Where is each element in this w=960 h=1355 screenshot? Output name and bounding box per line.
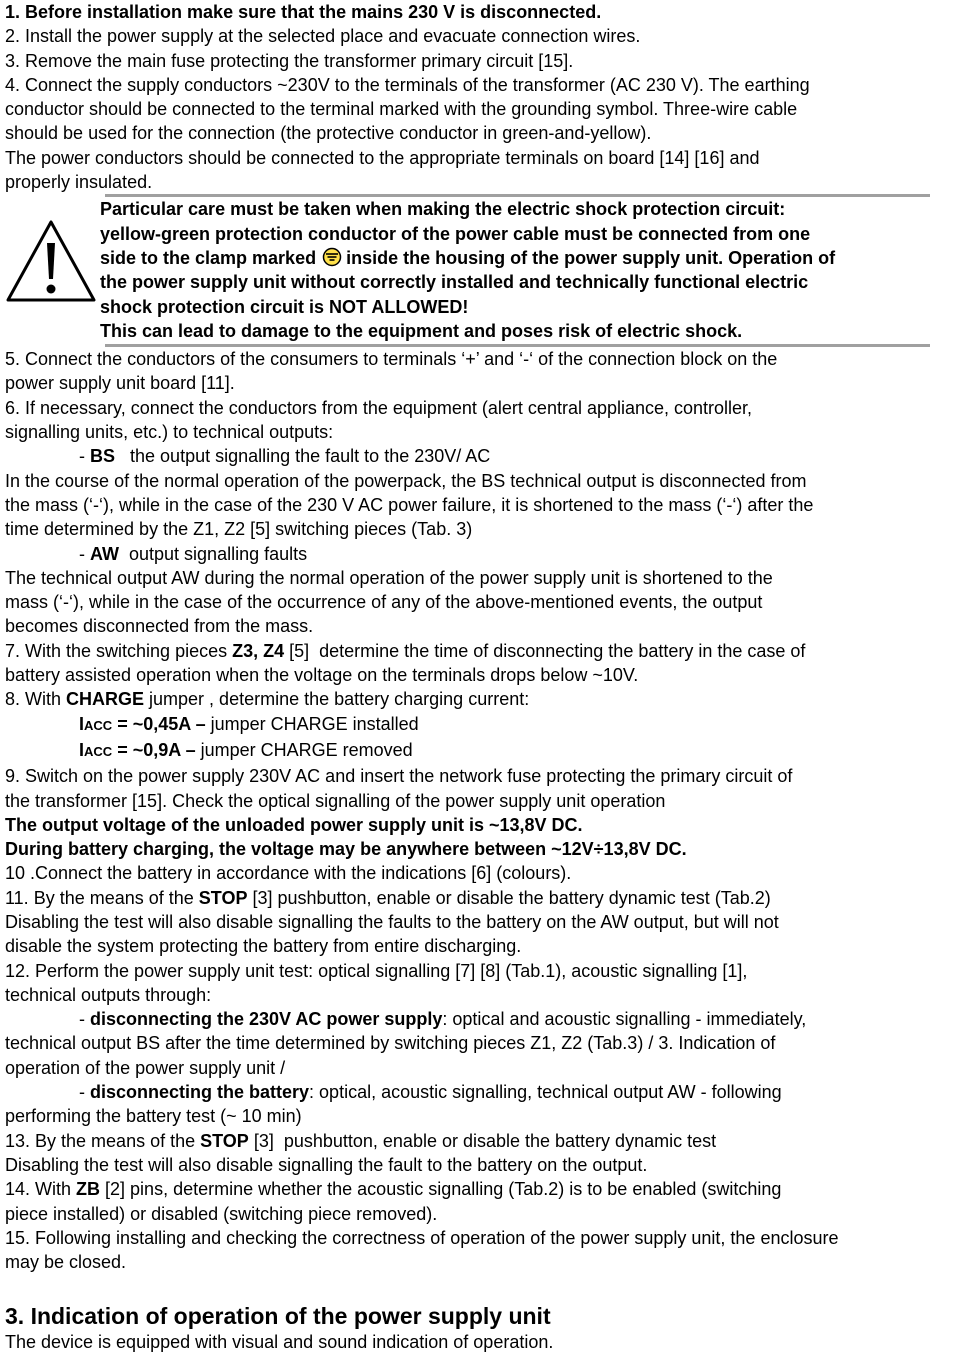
step-12-item-2-dash: - bbox=[79, 1082, 90, 1103]
aw-paragraph-line-2: mass (‘-‘), while in the case of the occurrence of any of the above-mentioned events, the output bbox=[5, 592, 763, 613]
ground-symbol-icon bbox=[322, 247, 342, 267]
step-12-item-1-dash: - bbox=[79, 1009, 90, 1030]
step-1: 1. Before installation make sure that the mains 230 V is disconnected. bbox=[5, 2, 602, 22]
step-12-item-2 bbox=[5, 1080, 960, 1104]
step-14-text-b: ZB bbox=[76, 1179, 101, 1200]
output-aw-name: AW bbox=[90, 543, 119, 564]
output-bs-desc: the output signalling the fault to the 230V/ AC bbox=[115, 446, 491, 467]
warning-line-4: the power supply unit without correctly installed and technically functional electric bbox=[100, 272, 809, 293]
iacc-2-i: I bbox=[79, 739, 85, 760]
step-8-line-1 bbox=[5, 687, 960, 711]
step-4-line-5: properly insulated. bbox=[5, 172, 153, 193]
output-bs-dash: - bbox=[79, 446, 90, 467]
iacc-2-sub: ACC bbox=[84, 743, 113, 759]
warning-line-3 bbox=[100, 246, 960, 270]
output-bs-name: BS bbox=[90, 446, 116, 467]
step-4-line-4: The power conductors should be connected to the appropriate terminals on board [14] [16] and bbox=[5, 147, 760, 168]
step-15-line-2: may be closed. bbox=[5, 1252, 127, 1273]
step-12-item-1-line-3: operation of the power supply unit / bbox=[5, 1057, 286, 1078]
output-aw-dash: - bbox=[79, 543, 90, 564]
iacc-2-desc: jumper CHARGE removed bbox=[195, 739, 413, 760]
warning-line-3b: inside the housing of the power supply unit. Operation of bbox=[346, 247, 836, 268]
step-7-text-a: 7. With the switching pieces bbox=[5, 640, 233, 661]
output-aw-desc: output signalling faults bbox=[119, 543, 308, 564]
step-4-line-3: should be used for the connection (the protective conductor in green-and-yellow). bbox=[5, 123, 652, 144]
step-13-text-b: STOP bbox=[200, 1130, 249, 1151]
step-12-item-1-bold: disconnecting the 230V AC power supply bbox=[90, 1009, 443, 1030]
step-5-line-1: 5. Connect the conductors of the consumers to terminals ‘+’ and ‘-‘ of the connection block on the bbox=[5, 349, 778, 370]
step-12-item-1-line-2: technical output BS after the time determined by switching pieces Z1, Z2 (Tab.3) / 3. Indication of bbox=[5, 1033, 776, 1054]
step-12-item-1-rest: : optical and acoustic signalling - immediately, bbox=[442, 1009, 807, 1030]
output-bs-item bbox=[5, 444, 960, 468]
bs-paragraph-line-1: In the course of the normal operation of the powerpack, the BS technical output is disconnected from bbox=[5, 470, 807, 491]
step-4-line-1: 4. Connect the supply conductors ~230V to the terminals of the transformer (AC 230 V). The earthing bbox=[5, 74, 810, 95]
step-7-line-2: battery assisted operation when the voltage on the terminals drops below ~10V. bbox=[5, 665, 639, 686]
warning-line-3a: side to the clamp marked bbox=[100, 247, 317, 268]
step-13-line-1 bbox=[5, 1129, 960, 1153]
step-9-line-1: 9. Switch on the power supply 230V AC and insert the network fuse protecting the primary circuit of bbox=[5, 766, 793, 787]
bs-paragraph-line-2: the mass (‘-‘), while in the case of the 230 V AC power failure, it is shortened to the mass (‘-‘) after the bbox=[5, 494, 814, 515]
step-12-line-2: technical outputs through: bbox=[5, 984, 212, 1005]
step-7-text-b: Z3, Z4 bbox=[232, 640, 285, 661]
step-4-line-2: conductor should be connected to the terminal marked with the grounding symbol. Three-wire cable bbox=[5, 99, 798, 120]
warning-line-1: Particular care must be taken when making the electric shock protection circuit: bbox=[100, 199, 786, 220]
step-11-text-b: STOP bbox=[198, 887, 248, 908]
step-9-bold-1: The output voltage of the unloaded power supply unit is ~13,8V DC. bbox=[5, 814, 583, 835]
iacc-1-desc: jumper CHARGE installed bbox=[205, 713, 419, 734]
step-5-line-2: power supply unit board [11]. bbox=[5, 373, 235, 394]
step-7-text-c: [5] determine the time of disconnecting the battery in the case of bbox=[284, 640, 806, 661]
section-3-text: The device is equipped with visual and sound indication of operation. bbox=[5, 1332, 554, 1353]
warning-triangle-icon bbox=[5, 219, 97, 303]
warning-line-5: shock protection circuit is NOT ALLOWED! bbox=[100, 296, 469, 317]
step-7-line-1 bbox=[5, 639, 960, 663]
step-13-text-c: [3] pushbutton, enable or disable the battery dynamic test bbox=[248, 1130, 717, 1151]
warning-block bbox=[5, 197, 960, 343]
step-11-line-3: disable the system protecting the battery from entire discharging. bbox=[5, 936, 522, 957]
step-14-text-a: 14. With bbox=[5, 1179, 77, 1200]
step-2: 2. Install the power supply at the selected place and evacuate connection wires. bbox=[5, 26, 641, 47]
step-8-text-b: CHARGE bbox=[66, 689, 145, 710]
step-12-item-2-line-2: performing the battery test (~ 10 min) bbox=[5, 1106, 302, 1127]
step-8-text-c: jumper , determine the battery charging current: bbox=[144, 689, 530, 710]
aw-paragraph-line-3: becomes disconnected from the mass. bbox=[5, 616, 314, 637]
iacc-1-i: I bbox=[79, 713, 85, 734]
step-12-item-2-bold: disconnecting the battery bbox=[90, 1082, 310, 1103]
step-3: 3. Remove the main fuse protecting the transformer primary circuit [15]. bbox=[5, 50, 574, 71]
step-8-text-a: 8. With bbox=[5, 689, 67, 710]
output-aw-item bbox=[5, 542, 960, 566]
step-14-line-1 bbox=[5, 1177, 960, 1201]
step-9-bold-2: During battery charging, the voltage may be anywhere between ~12V÷13,8V DC. bbox=[5, 839, 687, 860]
step-11-line-1 bbox=[5, 886, 960, 910]
step-14-text-c: [2] pins, determine whether the acoustic signalling (Tab.2) is to be enabled (switching bbox=[100, 1179, 782, 1200]
bs-paragraph-line-3: time determined by the Z1, Z2 [5] switching pieces (Tab. 3) bbox=[5, 519, 473, 540]
step-11-text-c: [3] pushbutton, enable or disable the battery dynamic test (Tab.2) bbox=[247, 887, 771, 908]
warning-line-2: yellow-green protection conductor of the power cable must be connected from one bbox=[100, 223, 811, 244]
step-12-item-2-rest: : optical, acoustic signalling, technical output AW - following bbox=[309, 1082, 782, 1103]
iacc-2-value: = ~0,9A – bbox=[112, 739, 196, 760]
step-14-line-2: piece installed) or disabled (switching piece removed). bbox=[5, 1203, 438, 1224]
step-15-line-1: 15. Following installing and checking the correctness of operation of the power supply unit, the enclosure bbox=[5, 1227, 839, 1248]
step-12-line-1: 12. Perform the power supply unit test: optical signalling [7] [8] (Tab.1), acoustic signalling [1], bbox=[5, 960, 748, 981]
section-3-heading: 3. Indication of operation of the power supply unit bbox=[5, 1303, 551, 1330]
step-9-line-2: the transformer [15]. Check the optical signalling of the power supply unit operation bbox=[5, 790, 666, 811]
iacc-1-sub: ACC bbox=[84, 717, 113, 733]
step-6-line-1: 6. If necessary, connect the conductors from the equipment (alert central appliance, controller, bbox=[5, 397, 753, 418]
step-10: 10 .Connect the battery in accordance with the indications [6] (colours). bbox=[5, 863, 572, 884]
step-6-line-2: signalling units, etc.) to technical outputs: bbox=[5, 422, 334, 443]
step-11-line-2: Disabling the test will also disable signalling the faults to the battery on the AW output, but will not bbox=[5, 911, 779, 932]
step-11-text-a: 11. By the means of the bbox=[5, 887, 199, 908]
step-13-line-2: Disabling the test will also disable signalling the fault to the battery on the output. bbox=[5, 1154, 648, 1175]
iacc-1-value: = ~0,45A – bbox=[112, 713, 206, 734]
step-13-text-a: 13. By the means of the bbox=[5, 1130, 201, 1151]
iacc-installed bbox=[5, 712, 960, 738]
iacc-removed bbox=[5, 738, 960, 764]
step-12-item-1 bbox=[5, 1007, 960, 1031]
aw-paragraph-line-1: The technical output AW during the normal operation of the power supply unit is shortened to the bbox=[5, 567, 773, 588]
warning-line-6: This can lead to damage to the equipment and poses risk of electric shock. bbox=[100, 320, 743, 341]
